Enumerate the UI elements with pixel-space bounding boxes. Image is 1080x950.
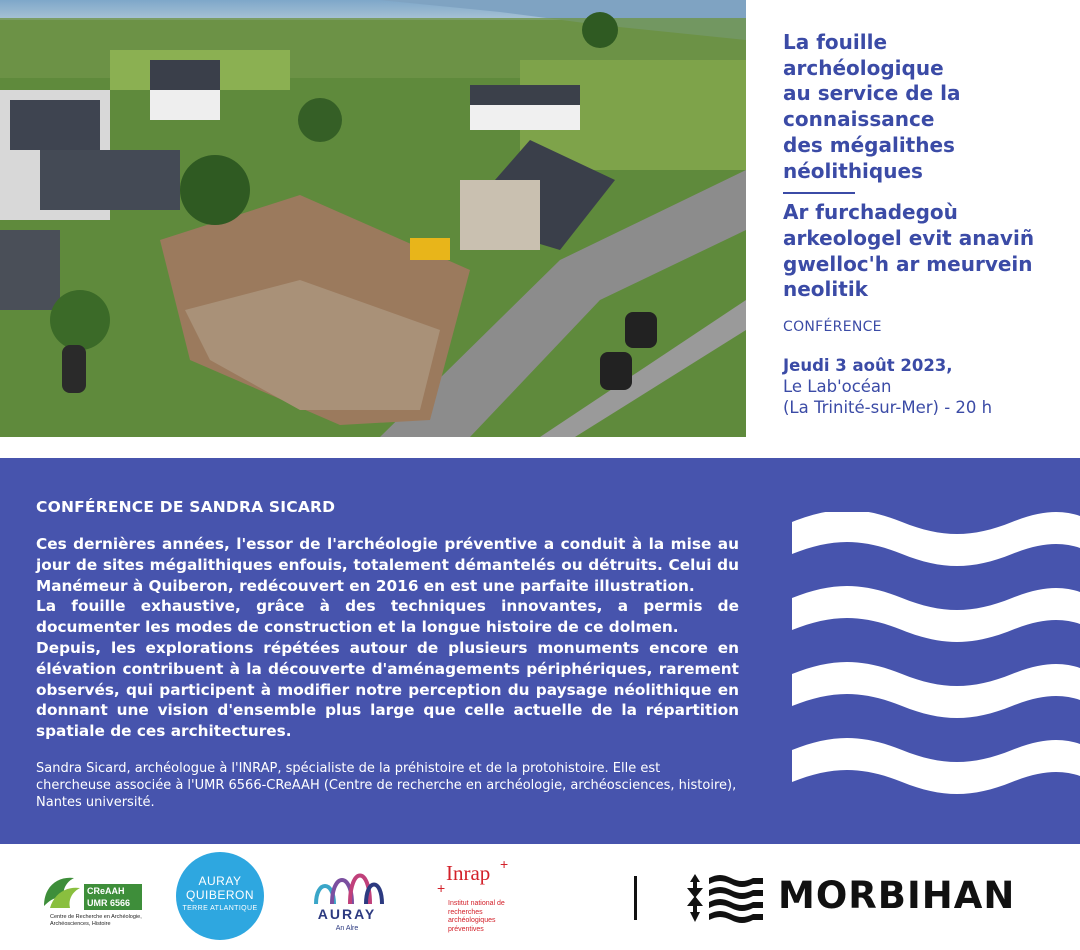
event-date: Jeudi 3 août 2023, (783, 356, 953, 376)
event-type-label: CONFÉRENCE (783, 319, 882, 336)
auray-subtitle: An Alre (335, 925, 359, 932)
creaah-badge: CReAAH UMR 6566 (84, 884, 142, 910)
creaah-swirl-icon (40, 872, 84, 912)
logo-divider (634, 876, 637, 920)
aq-line-2: QUIBERON (185, 888, 254, 902)
description-band (0, 458, 1080, 844)
aerial-excavation-photo (0, 0, 746, 437)
waves-graphic (792, 512, 1080, 800)
auray-wordmark: AURAY (317, 906, 377, 922)
creaah-logo (0, 844, 170, 950)
inrap-plus-icon-2: + (437, 880, 446, 896)
morbihan-wordmark: MORBIHAN (778, 874, 1016, 917)
event-intro (783, 30, 1073, 418)
title-breton: Ar furchadegoù arkeologel evit anaviñ gwelloc'h ar meurvein neolitik (783, 200, 1035, 302)
auray-quiberon-logo (176, 852, 264, 940)
aq-line-3: TERRE ATLANTIQUE (182, 905, 258, 912)
body-paragraph-2: La fouille exhaustive, grâce à des techniques innovantes, a permis de documenter les modes de construction et la longue histoire de ce dolmen. (36, 597, 739, 637)
header-section (0, 0, 1080, 458)
description-text (36, 498, 739, 811)
partner-logos (0, 844, 1080, 950)
morbihan-emblem-icon (683, 874, 765, 924)
creaah-subtitle: Centre de Recherche en Archéologie, Archéosciences, Histoire (50, 914, 142, 927)
inrap-plus-icon: + (500, 856, 509, 872)
body-paragraph-1: Ces dernières années, l'essor de l'archéologie préventive a conduit à la mise au jour de sites mégalithiques enfouis, totalement démantelés ou détruits. Celui du Manémeur à Quiberon, redécouvert en 2016 en est une parfaite illustration. (36, 535, 739, 595)
inrap-subtitle: Institut national de recherches archéologiques préventives (448, 900, 505, 933)
inrap-wordmark: Inrap (446, 861, 491, 885)
aq-line-1: AURAY (198, 874, 242, 888)
event-venue: Le Lab'océan (La Trinité-sur-Mer) - 20 h (783, 377, 993, 418)
speaker-heading: CONFÉRENCE DE SANDRA SICARD (36, 498, 336, 516)
speaker-bio: Sandra Sicard, archéologue à l'INRAP, spécialiste de la préhistoire et de la protohistoire. Elle est chercheuse associée à l'UMR 6566-CReAAH (Centre de recherche en archéologie, archéosciences, histoire), Nantes université. (36, 760, 737, 810)
auray-arches-icon (312, 864, 384, 906)
title-french: La fouille archéologique au service de la connaissance des mégalithes néolithiques (783, 30, 961, 183)
body-paragraph-3: Depuis, les explorations répétées autour de plusieurs monuments encore en élévation contribuent à la découverte d'aménagements périphériques, rarement observés, qui participent à modifier notre perception du paysage néolithique en donnant une vision d'ensemble plus large que celle actuelle de la répartition spatiale de ces architectures. (36, 638, 739, 741)
title-divider (783, 192, 855, 194)
